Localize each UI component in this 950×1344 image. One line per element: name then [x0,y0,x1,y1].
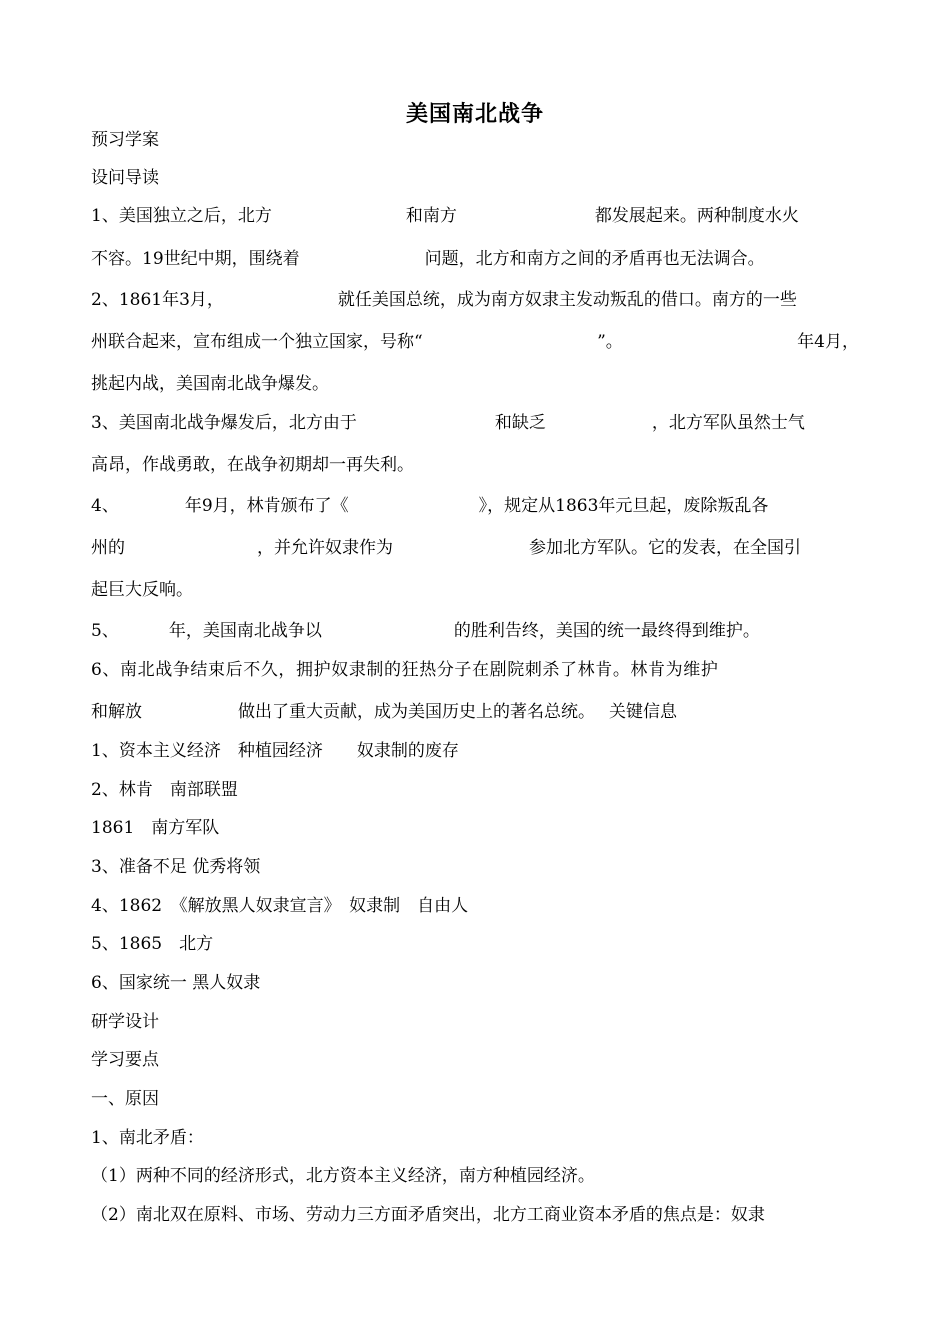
q4-text-f: 参加北方军队。它的发表，在全国引 [529,538,801,558]
q1-text-b: 和南方 [405,206,457,226]
answer-1: 1、资本主义经济 种植园经济 奴隶制的废存 [91,741,459,761]
section-key-info: 关键信息 [609,702,677,722]
q1-text-a: 1、美国独立之后，北方 [91,206,272,226]
q5-text-b: 年，美国南北战争以 [168,621,322,641]
question-1-line-1 [91,204,859,228]
section-reason-1: 1、南北矛盾： [91,1128,204,1148]
q4-text-a: 4、 [91,496,119,516]
question-4-line-1 [91,494,859,518]
section-guide: 设问导读 [91,168,159,188]
q2-text-e: 年4月， [797,332,859,352]
question-6-line-2 [91,700,859,724]
q5-text-c: 的胜利告终，美国的统一最终得到维护。 [453,621,760,641]
q4-text-d: 州的 [91,538,125,558]
question-4-line-3: 起巨大反响。 [91,580,193,600]
q2-text-a: 2、1861年3月， [91,290,224,310]
question-2-line-2 [91,330,859,354]
answer-5: 5、1865 北方 [91,934,214,954]
q2-text-c: 州联合起来，宣布组成一个独立国家，号称“ [91,332,423,352]
q2-text-b: 就任美国总统，成为南方奴隶主发动叛乱的借口。南方的一些 [337,290,797,310]
q6-text-c: 做出了重大贡献，成为美国历史上的著名总统。 [238,702,595,722]
q3-text-b: 和缺乏 [494,413,546,433]
section-research: 研学设计 [91,1012,159,1032]
question-2-line-1 [91,288,859,312]
question-4-line-2 [91,536,859,560]
q5-text-a: 5、 [91,621,119,641]
question-6-line-1: 6、南北战争结束后不久，拥护奴隶制的狂热分子在剧院刺杀了林肯。林肯为维护 [91,660,719,680]
q1-text-e: 问题，北方和南方之间的矛盾再也无法调合。 [424,249,765,269]
q1-text-d: 不容。19世纪中期，围绕着 [91,249,300,269]
section-points: 学习要点 [91,1050,159,1070]
section-reason: 一、原因 [91,1089,159,1109]
question-5-line-1 [91,619,859,643]
point-2: （2）南北双在原料、市场、劳动力三方面矛盾突出，北方工商业资本矛盾的焦点是：奴隶 [91,1205,765,1225]
answer-3: 3、准备不足 优秀将领 [91,857,261,877]
q6-text-b: 和解放 [91,702,142,722]
answer-2: 2、林肯 南部联盟 [91,780,238,800]
page-title: 美国南北战争 [405,102,544,127]
question-1-line-2 [91,247,859,271]
q3-text-a: 3、美国南北战争爆发后，北方由于 [91,413,357,433]
question-2-line-3: 挑起内战，美国南北战争爆发。 [91,374,329,394]
section-preview: 预习学案 [91,130,159,150]
question-3-line-2: 高昂，作战勇敢，在战争初期却一再失利。 [91,455,414,475]
q2-text-d: ”。 [597,332,623,352]
question-3-line-1 [91,411,859,435]
answer-6: 6、国家统一 黑人奴隶 [91,973,261,993]
q4-text-b: 年9月，林肯颁布了《 [184,496,349,516]
q1-text-c: 都发展起来。两种制度水火 [594,206,799,226]
point-1: （1）两种不同的经济形式，北方资本主义经济，南方种植园经济。 [91,1166,595,1186]
q4-text-e: ，并允许奴隶作为 [257,538,393,558]
answer-4: 4、1862 《解放黑人奴隶宣言》 奴隶制 自由人 [91,896,469,916]
q4-text-c: 》，规定从1863年元旦起，废除叛乱各 [478,496,769,516]
q3-text-c: ，北方军队虽然士气 [651,413,805,433]
answer-2b: 1861 南方军队 [91,818,220,838]
